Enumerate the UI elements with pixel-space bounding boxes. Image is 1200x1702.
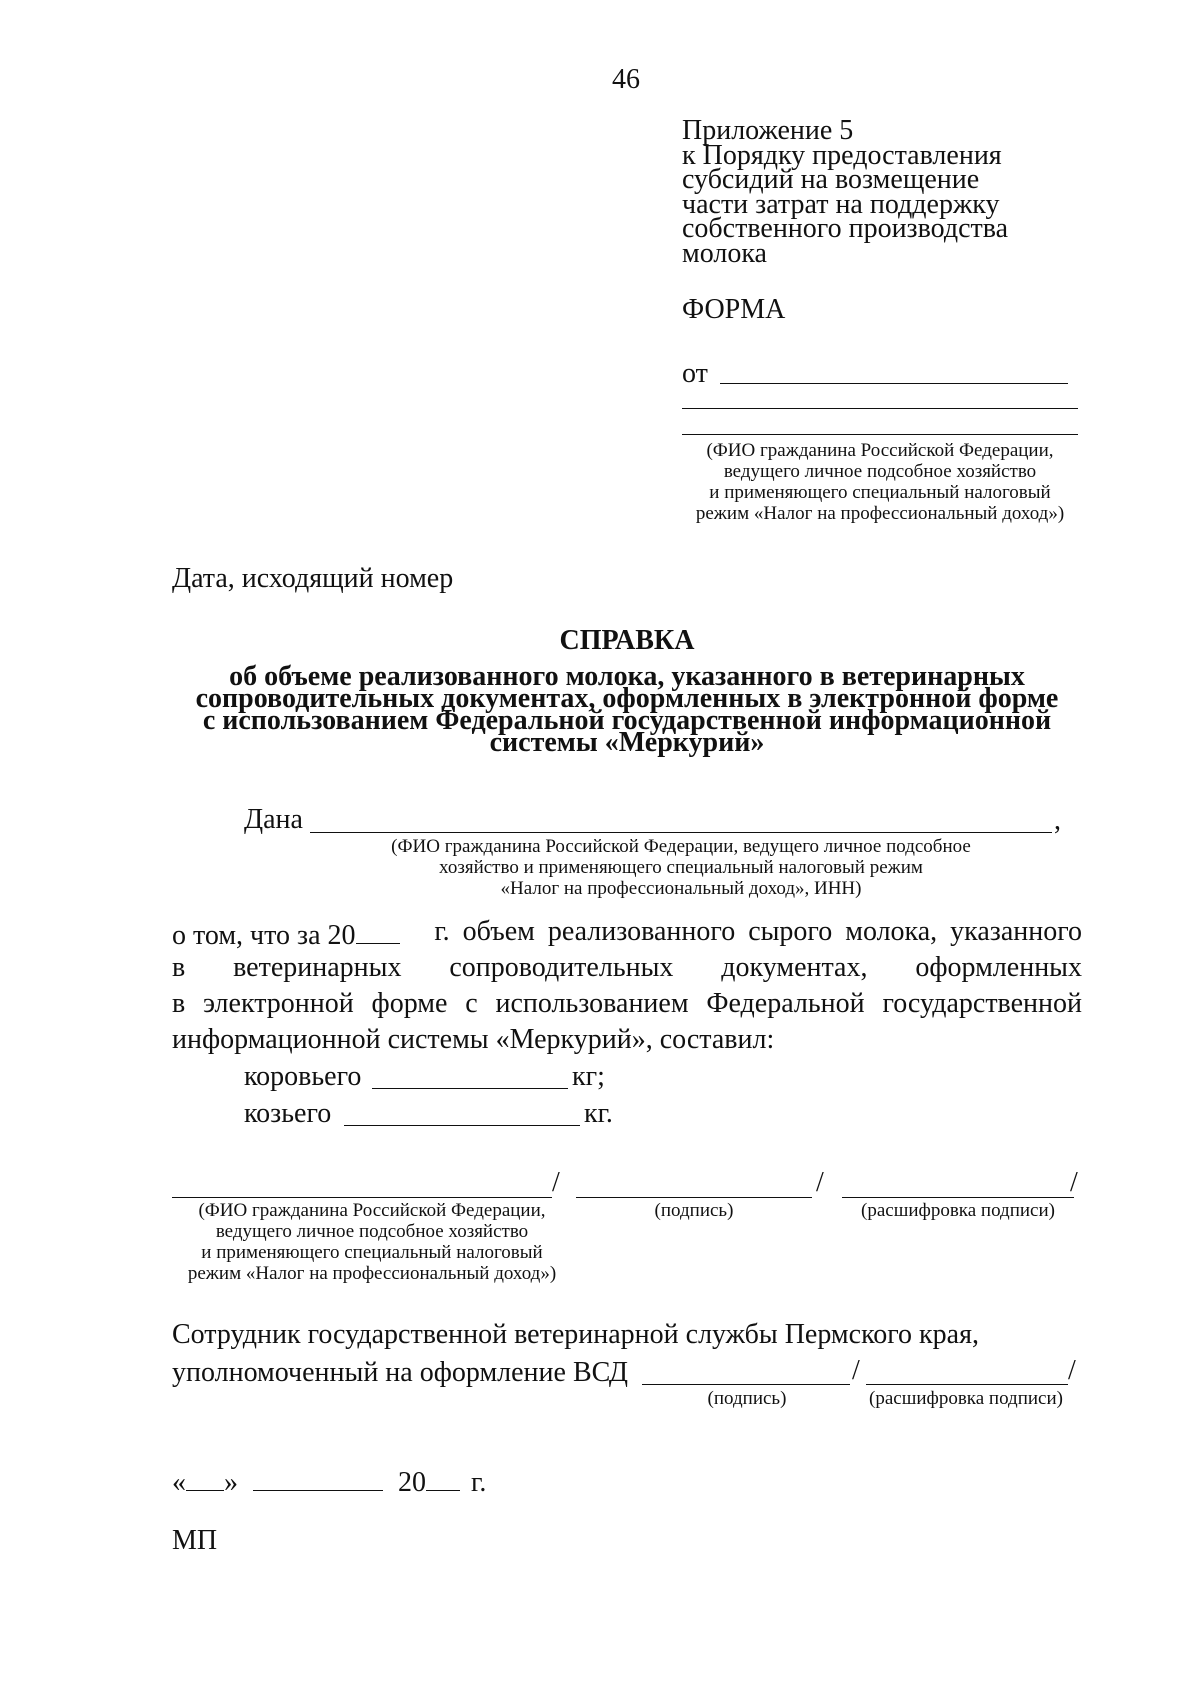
given-field-line[interactable] bbox=[310, 832, 1052, 833]
appendix-line: Приложение 5 bbox=[682, 115, 854, 146]
appendix-line: части затрат на поддержку bbox=[682, 188, 1000, 220]
appendix-line: молока bbox=[682, 237, 767, 269]
subtitle-line: сопроводительных документах, оформленных в электронной форме bbox=[195, 683, 1059, 714]
fio-caption bbox=[172, 1200, 572, 1284]
from-field-line-1[interactable] bbox=[720, 383, 1068, 384]
employee-signature-field[interactable] bbox=[642, 1384, 850, 1385]
cow-label: коровьего bbox=[244, 1061, 362, 1092]
day-field[interactable] bbox=[186, 1466, 224, 1491]
from-caption-line: и применяющего специальный налоговый bbox=[709, 482, 1051, 503]
body-line-4: информационной системы «Меркурий», составил: bbox=[172, 1024, 775, 1055]
date-line bbox=[172, 1466, 486, 1496]
year-suffix: г. bbox=[471, 1467, 487, 1498]
slash: / bbox=[552, 1167, 560, 1198]
subtitle-line: с использованием Федеральной государственной информационной bbox=[202, 705, 1052, 736]
month-field[interactable] bbox=[253, 1466, 383, 1491]
from-field-line-2[interactable] bbox=[682, 408, 1078, 409]
fio-caption-line: режим «Налог на профессиональный доход») bbox=[187, 1263, 557, 1284]
employee-decoding-caption: (расшифровка подписи) bbox=[869, 1388, 1063, 1409]
subtitle-line: системы «Меркурий» bbox=[489, 727, 765, 758]
date-year-field[interactable] bbox=[426, 1466, 460, 1491]
signature-caption: (подпись) bbox=[654, 1200, 734, 1221]
slash: / bbox=[816, 1167, 824, 1198]
date-open-quote: « bbox=[172, 1467, 186, 1498]
employee-line-1: Сотрудник государственной ветеринарной службы Пермского края, bbox=[172, 1319, 979, 1350]
slash: / bbox=[1068, 1355, 1076, 1386]
cow-volume-field[interactable] bbox=[372, 1088, 568, 1089]
goat-label: козьего bbox=[244, 1098, 332, 1129]
year-field[interactable] bbox=[356, 919, 400, 944]
document-subtitle bbox=[0, 661, 1200, 758]
signature-decoding-field[interactable] bbox=[842, 1197, 1074, 1198]
from-caption bbox=[682, 440, 1078, 524]
given-caption-line: (ФИО гражданина Российской Федерации, ведущего личное подсобное bbox=[391, 836, 971, 857]
fio-caption-line: ведущего личное подсобное хозяйство bbox=[215, 1221, 529, 1242]
employee-decoding-field[interactable] bbox=[866, 1384, 1068, 1385]
body-line-1-b: г. объем реализованного сырого молока, указанного bbox=[434, 916, 1082, 947]
appendix-line: собственного производства bbox=[682, 213, 1009, 244]
body-line-1-a: о том, что за 20 bbox=[172, 919, 400, 949]
body-line-3: в электронной форме с использованием Федеральной государственной bbox=[172, 988, 1082, 1019]
document-title: СПРАВКА bbox=[559, 625, 695, 656]
decoding-caption: (расшифровка подписи) bbox=[861, 1200, 1055, 1221]
appendix-line: субсидий на возмещение bbox=[682, 164, 980, 195]
given-caption bbox=[310, 836, 1052, 899]
cow-unit: кг; bbox=[572, 1061, 605, 1092]
from-caption-line: (ФИО гражданина Российской Федерации, bbox=[706, 440, 1054, 461]
body-line-2: в ветеринарных сопроводительных документах, оформленных bbox=[172, 952, 1082, 983]
given-caption-line: хозяйство и применяющего специальный налоговый режим bbox=[439, 857, 923, 878]
from-label: от bbox=[682, 358, 708, 389]
fio-signature-field[interactable] bbox=[172, 1197, 552, 1198]
page-number: 46 bbox=[612, 64, 640, 95]
goat-volume-field[interactable] bbox=[344, 1125, 580, 1126]
form-label: ФОРМА bbox=[682, 294, 786, 325]
body-line-1 bbox=[172, 916, 1082, 951]
date-close-quote: » bbox=[224, 1467, 238, 1498]
given-label: Дана bbox=[244, 804, 303, 835]
employee-signature-caption: (подпись) bbox=[707, 1388, 787, 1409]
slash: / bbox=[1070, 1167, 1078, 1198]
subtitle-line: об объеме реализованного молока, указанного в ветеринарных bbox=[229, 661, 1025, 692]
from-caption-line: режим «Налог на профессиональный доход») bbox=[695, 503, 1065, 524]
given-comma: , bbox=[1054, 805, 1061, 836]
goat-unit: кг. bbox=[584, 1098, 613, 1129]
given-caption-line: «Налог на профессиональный доход», ИНН) bbox=[500, 878, 862, 899]
date-outgoing-number: Дата, исходящий номер bbox=[172, 563, 454, 594]
from-field-line-3[interactable] bbox=[682, 434, 1078, 435]
fio-caption-line: (ФИО гражданина Российской Федерации, bbox=[198, 1200, 546, 1221]
fio-caption-line: и применяющего специальный налоговый bbox=[201, 1242, 543, 1263]
signature-field[interactable] bbox=[576, 1197, 812, 1198]
appendix-line: к Порядку предоставления bbox=[682, 139, 1002, 171]
stamp-place: МП bbox=[172, 1525, 218, 1556]
appendix-block bbox=[682, 115, 1009, 269]
slash: / bbox=[852, 1355, 860, 1386]
employee-line-2: уполномоченный на оформление ВСД bbox=[172, 1357, 629, 1388]
year-prefix: 20 bbox=[398, 1467, 426, 1498]
from-caption-line: ведущего личное подсобное хозяйство bbox=[723, 461, 1037, 482]
